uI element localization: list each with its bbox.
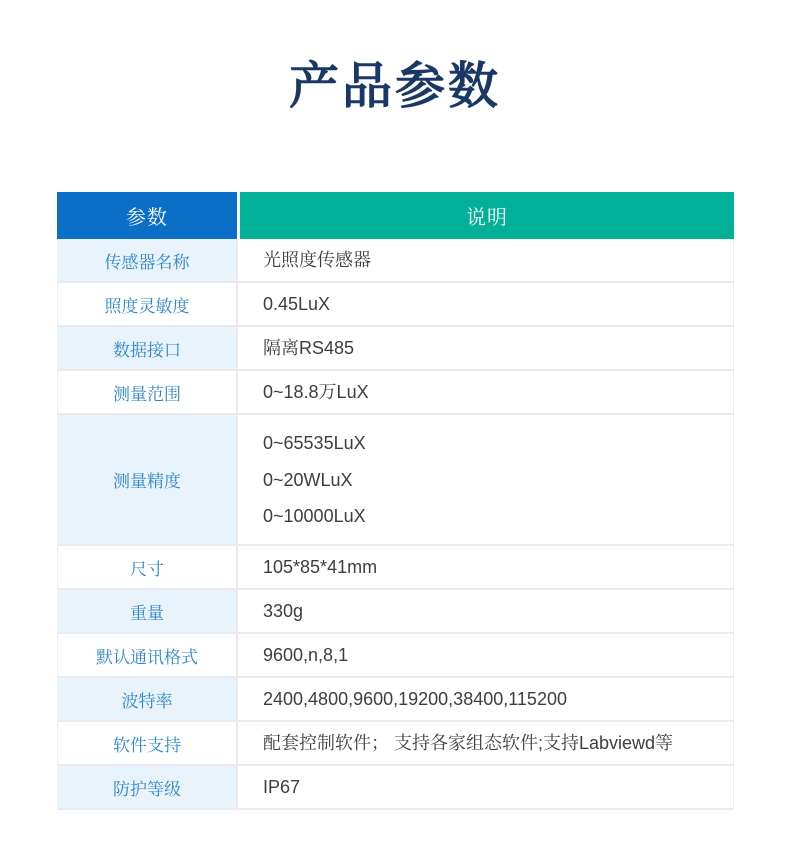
value-line: 0~20WLuX [263, 469, 353, 490]
row-value [238, 239, 733, 281]
value-line: 光照度传感器 [263, 250, 371, 270]
table-row-measure-precision [57, 415, 734, 546]
table-row-measure-range [57, 371, 734, 415]
row-label: 软件支持 [58, 722, 238, 764]
value-line: 105*85*41mm [263, 557, 378, 577]
header-cell-param: 参数 [57, 192, 237, 239]
row-label: 重量 [58, 590, 238, 632]
page-title: 产品参数 [289, 58, 501, 114]
value-line: 2400,4800,9600,19200,38400,115200 [263, 689, 567, 709]
table-row-software-support [57, 722, 734, 766]
header-cell-desc: 说明 [240, 192, 734, 239]
row-value [238, 283, 733, 325]
table-row-baud-rate [57, 678, 734, 722]
row-label: 波特率 [58, 678, 238, 720]
table-row-protection-rating [57, 766, 734, 810]
row-label: 测量精度 [58, 415, 238, 544]
value-line: 0~65535LuX [263, 433, 366, 454]
table-row-data-interface [57, 327, 734, 371]
row-label: 数据接口 [58, 327, 238, 369]
value-line: IP67 [263, 777, 301, 797]
table-row-dimensions [57, 546, 734, 590]
row-label: 默认通讯格式 [58, 634, 238, 676]
row-value [238, 766, 733, 808]
row-label: 测量范围 [58, 371, 238, 413]
value-line: 0.45LuX [263, 294, 331, 314]
row-label: 防护等级 [58, 766, 238, 808]
table-row-weight [57, 590, 734, 634]
row-value [238, 590, 733, 632]
row-label: 尺寸 [58, 546, 238, 588]
row-value [238, 546, 733, 588]
value-line: 330g [263, 601, 304, 621]
row-value [238, 634, 733, 676]
table-body [57, 239, 734, 810]
row-value [238, 371, 733, 413]
value-line: 隔离RS485 [263, 338, 355, 358]
row-value [238, 415, 733, 544]
table-row-comm-format [57, 634, 734, 678]
spec-table [57, 192, 734, 810]
table-header [57, 192, 734, 239]
row-value [238, 722, 733, 764]
value-line: 配套控制软件； 支持各家组态软件;支持Labviewd等 [263, 733, 674, 753]
row-value [238, 327, 733, 369]
table-row-sensor-name [57, 239, 734, 283]
row-label: 照度灵敏度 [58, 283, 238, 325]
row-label: 传感器名称 [58, 239, 238, 281]
table-row-sensitivity [57, 283, 734, 327]
value-line: 0~10000LuX [263, 505, 366, 526]
row-value [238, 678, 733, 720]
product-parameters-page [0, 46, 790, 848]
value-line: 9600,n,8,1 [263, 645, 349, 665]
value-line: 0~18.8万LuX [263, 382, 369, 402]
